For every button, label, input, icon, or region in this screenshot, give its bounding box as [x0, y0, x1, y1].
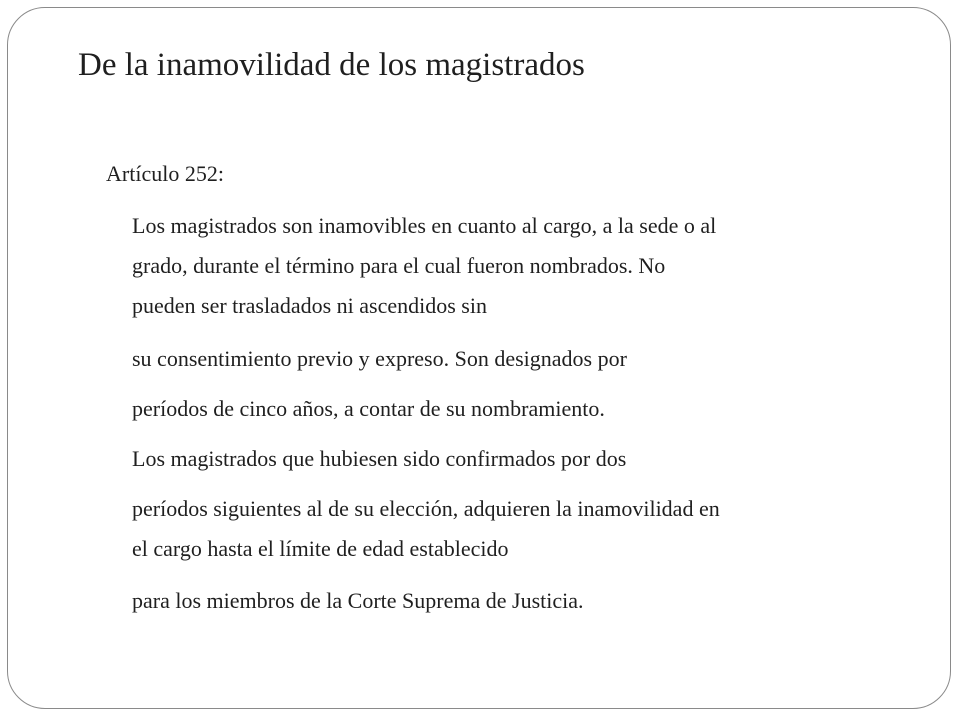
paragraph-line: pueden ser trasladados ni ascendidos sin	[132, 293, 487, 318]
paragraph-2	[132, 339, 912, 379]
paragraph-line: para los miembros de la Corte Suprema de Justicia.	[132, 588, 584, 613]
paragraph-line: el cargo hasta el límite de edad establecido	[132, 536, 509, 561]
paragraph-line: períodos de cinco años, a contar de su nombramiento.	[132, 396, 605, 421]
paragraph-line: grado, durante el término para el cual fueron nombrados. No	[132, 253, 666, 278]
paragraph-line: su consentimiento previo y expreso. Son designados por	[132, 346, 627, 371]
paragraph-5	[132, 489, 912, 569]
slide-title: De la inamovilidad de los magistrados	[78, 47, 585, 83]
paragraph-1	[132, 206, 912, 326]
paragraph-6	[132, 581, 912, 621]
paragraph-line: Los magistrados son inamovibles en cuanto al cargo, a la sede o al	[132, 213, 717, 238]
article-label: Artículo 252:	[106, 161, 224, 186]
paragraph-line: Los magistrados que hubiesen sido confirmados por dos	[132, 446, 627, 471]
paragraph-line: períodos siguientes al de su elección, adquieren la inamovilidad en	[132, 496, 720, 521]
paragraph-3	[132, 389, 912, 429]
paragraph-4	[132, 439, 912, 479]
